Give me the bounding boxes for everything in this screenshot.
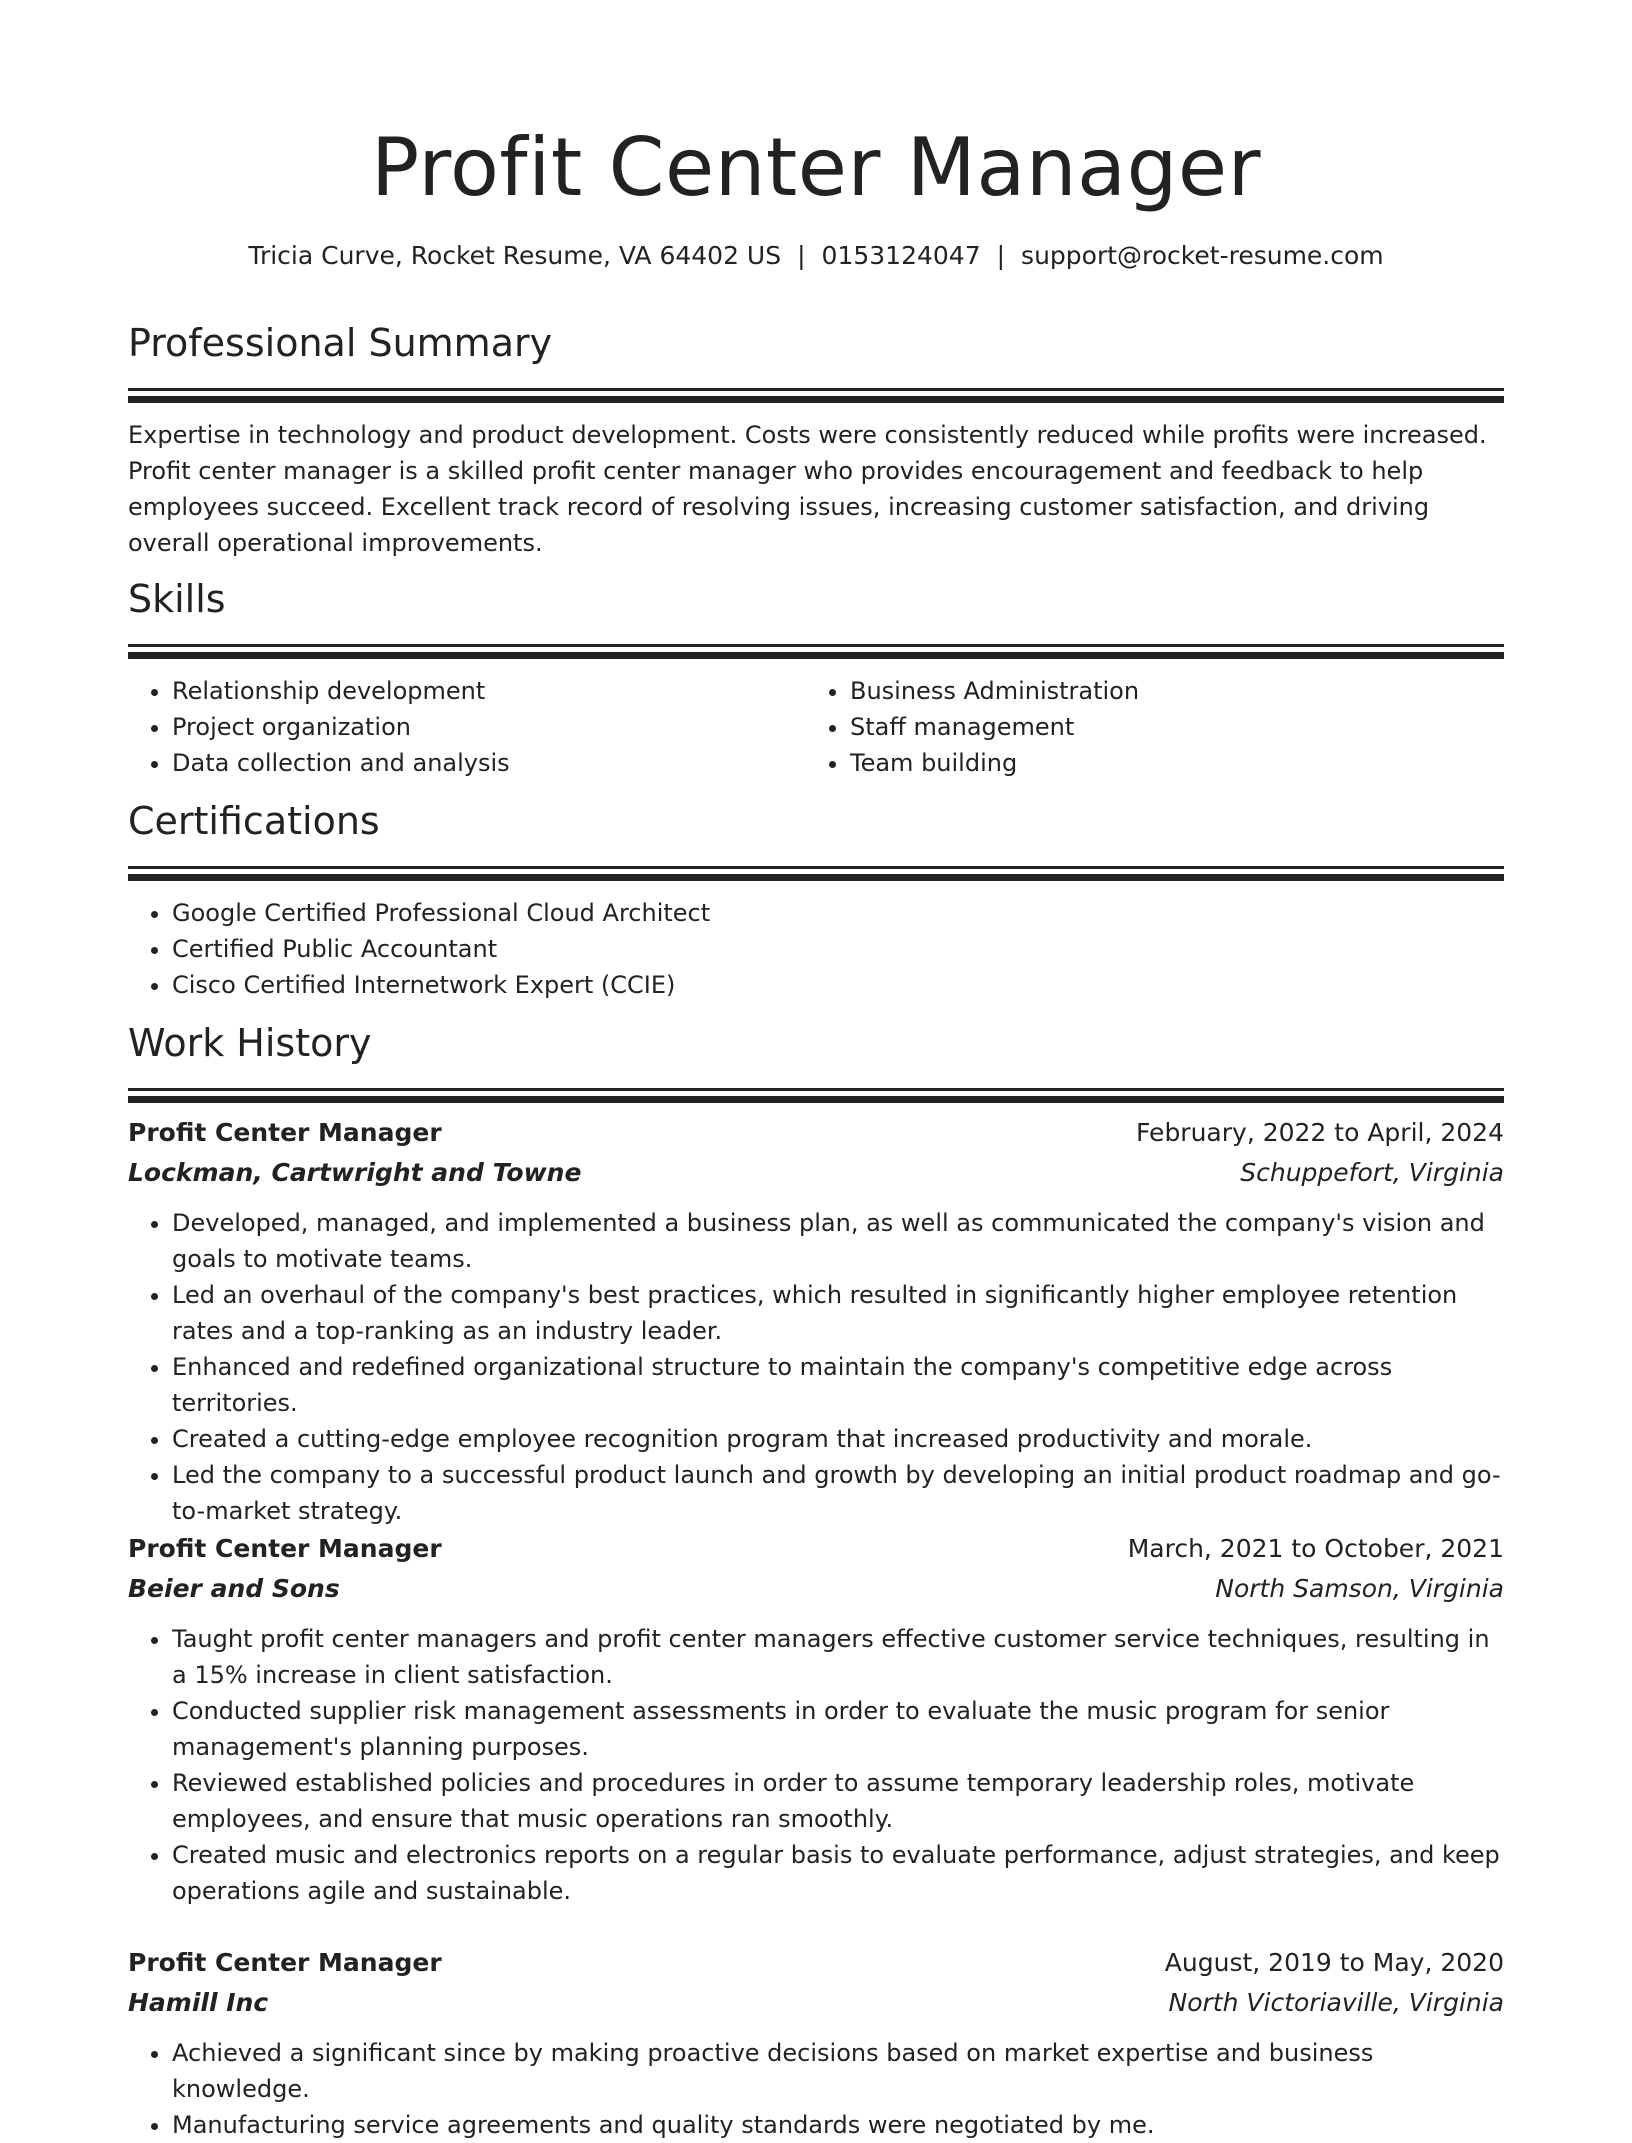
section-heading-skills: Skills	[128, 577, 226, 621]
job-bullet: • Taught profit center managers and profit center managers effective customer service techniques, resulting in a 15% increase in client satisfaction.	[172, 1621, 1504, 1693]
contact-email: support@rocket-resume.com	[1021, 241, 1384, 270]
job-bullet: • Created a cutting-edge employee recognition program that increased productivity and morale.	[172, 1421, 1504, 1457]
job-bullet: • Conducted supplier risk management assessments in order to evaluate the music program for senior management's planning purposes.	[172, 1693, 1504, 1765]
certification-item: • Cisco Certified Internetwork Expert (CCIE)	[172, 967, 1504, 1003]
job-entry	[128, 1113, 1504, 1529]
section-heading-work-history: Work History	[128, 1021, 372, 1065]
skill-item: • Relationship development	[172, 673, 806, 709]
summary-text: Expertise in technology and product development. Costs were consistently reduced while profits were increased. Profit center manager is a skilled profit center manager who provides encouragement and feedback to help employees succeed. Excellent track record of resolving issues, increasing customer satisfaction, and driving overall operational improvements.	[128, 421, 1487, 557]
summary-section	[128, 318, 1504, 561]
section-divider	[128, 388, 1504, 391]
job-bullet: • Developed, managed, and implemented a business plan, as well as communicated the company's vision and goals to motivate teams.	[172, 1205, 1504, 1277]
job-location: Schuppefort, Virginia	[1240, 1158, 1504, 1187]
job-bullet: • Created music and electronics reports on a regular basis to evaluate performance, adjust strategies, and keep operations agile and sustainable.	[172, 1837, 1504, 1909]
skills-section	[128, 574, 1504, 781]
job-company: Beier and Sons	[128, 1574, 340, 1603]
skill-item: • Team building	[850, 745, 1484, 781]
section-heading-certifications: Certifications	[128, 799, 380, 843]
contact-separator: |	[996, 241, 1006, 270]
section-divider	[128, 866, 1504, 869]
skills-columns	[128, 673, 1504, 781]
job-dates: August, 2019 to May, 2020	[1164, 1948, 1504, 1977]
job-entry	[128, 1529, 1504, 1909]
job-dates: February, 2022 to April, 2024	[1136, 1118, 1504, 1147]
job-location: North Victoriaville, Virginia	[1168, 1988, 1504, 2017]
job-bullet: • Led an overhaul of the company's best practices, which resulted in significantly higher employee retention rates and a top-ranking as an industry leader.	[172, 1277, 1504, 1349]
skill-item: • Project organization	[172, 709, 806, 745]
job-title: Profit Center Manager	[128, 1534, 442, 1563]
skill-item: • Business Administration	[850, 673, 1484, 709]
job-bullet: • Achieved a significant since by making proactive decisions based on market expertise and business knowledge.	[172, 2035, 1504, 2107]
section-divider-thick	[128, 396, 1504, 403]
job-location: North Samson, Virginia	[1215, 1574, 1504, 1603]
job-title: Profit Center Manager	[128, 1118, 442, 1147]
contact-line	[128, 238, 1504, 274]
certification-item: • Certified Public Accountant	[172, 931, 1504, 967]
section-heading-summary: Professional Summary	[128, 321, 553, 365]
job-bullet: • Led the company to a successful product launch and growth by developing an initial product roadmap and go-to-market strategy.	[172, 1457, 1504, 1529]
section-divider-thick	[128, 1096, 1504, 1103]
job-bullets	[128, 1205, 1504, 1529]
skills-list-right	[806, 673, 1484, 781]
skill-item: • Data collection and analysis	[172, 745, 806, 781]
contact-separator: |	[797, 241, 806, 270]
job-bullets	[128, 1621, 1504, 1909]
section-divider	[128, 1088, 1504, 1091]
skills-list-left	[128, 673, 806, 781]
contact-phone: 0153124047	[821, 241, 981, 270]
resume-title: Profit Center Manager	[371, 121, 1261, 214]
section-divider-thick	[128, 652, 1504, 659]
section-divider-thick	[128, 874, 1504, 881]
job-bullet: • Enhanced and redefined organizational structure to maintain the company's competitive edge across territories.	[172, 1349, 1504, 1421]
section-divider	[128, 644, 1504, 647]
certifications-list	[128, 895, 1504, 1003]
work-history-section	[128, 1018, 1504, 1103]
job-company: Hamill Inc	[128, 1988, 269, 2017]
job-bullet: • Manufacturing service agreements and quality standards were negotiated by me.	[172, 2107, 1504, 2143]
certifications-section	[128, 796, 1504, 1003]
job-dates: March, 2021 to October, 2021	[1127, 1534, 1504, 1563]
job-company: Lockman, Cartwright and Towne	[128, 1158, 582, 1187]
certification-item: • Google Certified Professional Cloud Architect	[172, 895, 1504, 931]
skill-item: • Staff management	[850, 709, 1484, 745]
contact-address: Tricia Curve, Rocket Resume, VA 64402 US	[248, 241, 782, 270]
job-bullets	[128, 2035, 1504, 2143]
job-bullet: • Reviewed established policies and procedures in order to assume temporary leadership roles, motivate employees, and ensure that music operations ran smoothly.	[172, 1765, 1504, 1837]
job-entry	[128, 1943, 1504, 2143]
job-title: Profit Center Manager	[128, 1948, 442, 1977]
